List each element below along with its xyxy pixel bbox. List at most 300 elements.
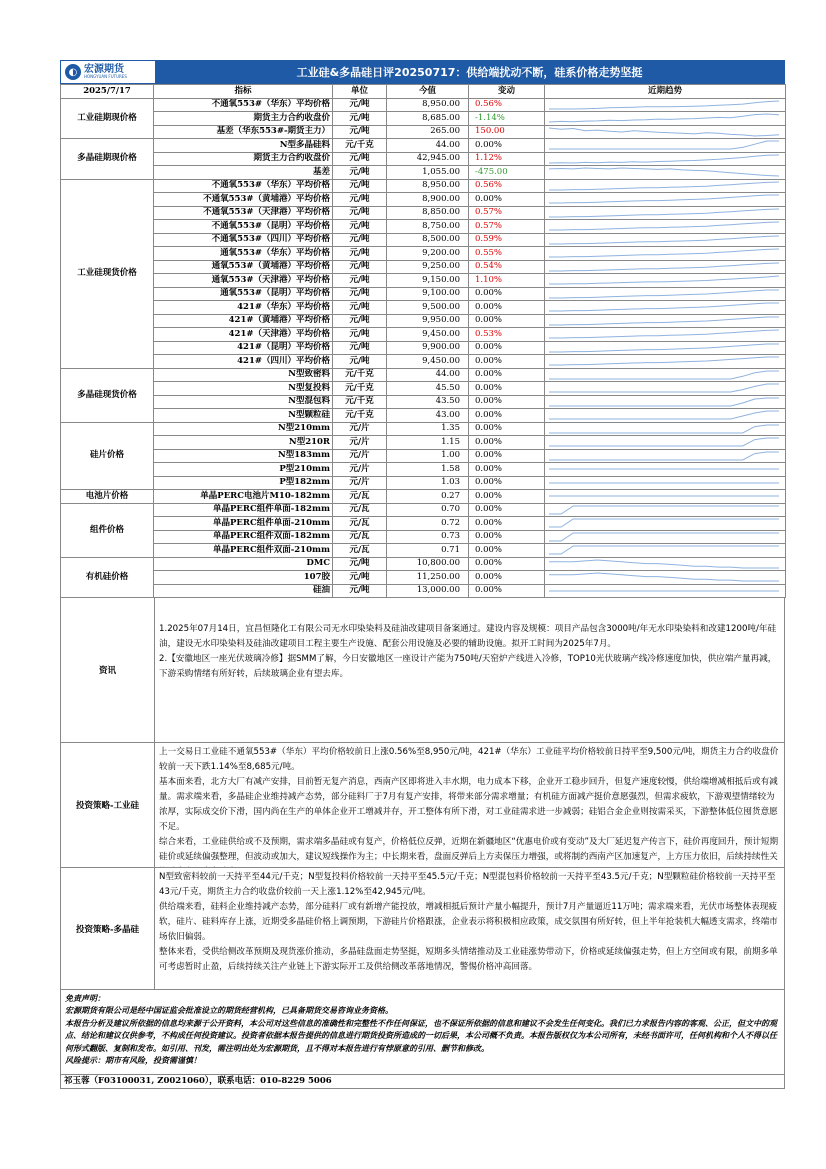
table-header-row — [61, 85, 786, 99]
value-cell: 0.72 — [387, 517, 469, 531]
indicator-cell: 期货主力合约收盘价 — [154, 152, 333, 166]
logo-en-text: HONGYUAN FUTURES — [84, 74, 127, 79]
unit-cell: 元/吨 — [333, 179, 387, 193]
sparkline-line — [549, 371, 779, 379]
sparkline-cell — [545, 125, 786, 139]
indicator-cell: N型210R — [154, 436, 333, 450]
trend-sparkline — [545, 234, 783, 246]
change-cell: 0.00% — [469, 139, 545, 153]
value-cell: 1.03 — [387, 476, 469, 490]
sparkline-cell — [545, 557, 786, 571]
sparkline-cell — [545, 571, 786, 585]
change-cell: 0.00% — [469, 517, 545, 531]
indicator-cell: N型183mm — [154, 449, 333, 463]
indicator-cell: 107胶 — [154, 571, 333, 585]
change-cell: 0.57% — [469, 220, 545, 234]
value-cell: 9,250.00 — [387, 260, 469, 274]
sparkline-cell — [545, 206, 786, 220]
sparkline-cell — [545, 260, 786, 274]
unit-cell: 元/吨 — [333, 206, 387, 220]
sparkline-line — [549, 101, 779, 109]
unit-cell: 元/片 — [333, 463, 387, 477]
indicator-cell: 单晶PERC组件单面-182mm — [154, 503, 333, 517]
value-cell: 8,950.00 — [387, 98, 469, 112]
table-row — [61, 260, 786, 274]
trend-sparkline — [545, 207, 783, 219]
value-cell: 8,685.00 — [387, 112, 469, 126]
trend-sparkline — [545, 328, 783, 340]
indicator-cell: N型混包料 — [154, 395, 333, 409]
logo-mark-icon: ◐ — [65, 64, 81, 80]
indicator-cell: 不通氧553#（四川）平均价格 — [154, 233, 333, 247]
table-body — [61, 98, 786, 598]
trend-sparkline — [545, 382, 783, 394]
table-row — [61, 233, 786, 247]
sparkline-line — [549, 533, 779, 541]
value-cell: 1.58 — [387, 463, 469, 477]
news-label: 资讯 — [61, 598, 155, 742]
indicator-cell: 单晶PERC组件双面-210mm — [154, 544, 333, 558]
trend-sparkline — [545, 450, 783, 462]
sparkline-line — [549, 303, 779, 311]
change-cell: 0.53% — [469, 328, 545, 342]
indicator-cell: N型多晶硅料 — [154, 139, 333, 153]
change-cell: 0.00% — [469, 584, 545, 598]
unit-cell: 元/吨 — [333, 584, 387, 598]
trend-sparkline — [545, 544, 783, 556]
sparkline-line — [549, 249, 779, 257]
change-cell: 1.10% — [469, 274, 545, 288]
value-cell: 13,000.00 — [387, 584, 469, 598]
sparkline-cell — [545, 152, 786, 166]
trend-sparkline — [545, 301, 783, 313]
value-cell: 0.71 — [387, 544, 469, 558]
sparkline-cell — [545, 112, 786, 126]
indicator-cell: P型210mm — [154, 463, 333, 477]
table-row — [61, 179, 786, 193]
sparkline-cell — [545, 166, 786, 180]
table-row — [61, 463, 786, 477]
sparkline-line — [549, 344, 779, 352]
sparkline-cell — [545, 139, 786, 153]
change-cell: 0.55% — [469, 247, 545, 261]
category-cell: 工业硅期现价格 — [61, 98, 154, 139]
price-table — [60, 84, 786, 598]
trend-sparkline — [545, 436, 783, 448]
table-row — [61, 125, 786, 139]
value-cell: 1.35 — [387, 422, 469, 436]
indicator-cell: 基差（华东553#-期货主力） — [154, 125, 333, 139]
table-row — [61, 476, 786, 490]
sparkline-line — [549, 141, 779, 149]
sparkline-cell — [545, 544, 786, 558]
trend-sparkline — [545, 585, 783, 597]
value-cell: 0.27 — [387, 490, 469, 504]
indicator-cell: 通氧553#（华东）平均价格 — [154, 247, 333, 261]
unit-cell: 元/吨 — [333, 341, 387, 355]
sparkline-line — [549, 546, 779, 554]
trend-sparkline — [545, 517, 783, 529]
value-cell: 8,500.00 — [387, 233, 469, 247]
sparkline-line — [549, 438, 779, 446]
sparkline-line — [549, 452, 779, 460]
news-item: 1.2025年07月14日，宜昌恒隆化工有限公司无水印染染料及硅油改建项目备案通过。建设内容及规模：项目产品包含3000吨/年无水印染染料和改建1200吨/年硅油，建设无水印染染料及硅油改建项目工程主要生产设施、配套公用设施及必要的辅助设施。拟开工时间为2025年7月。 — [159, 624, 777, 649]
sparkline-cell — [545, 287, 786, 301]
category-cell: 硅片价格 — [61, 422, 154, 490]
value-cell: 0.73 — [387, 530, 469, 544]
value-cell: 8,750.00 — [387, 220, 469, 234]
sparkline-line — [549, 276, 779, 284]
value-cell: 265.00 — [387, 125, 469, 139]
value-cell: 1,055.00 — [387, 166, 469, 180]
sparkline-line — [549, 222, 779, 230]
unit-cell: 元/千克 — [333, 139, 387, 153]
sparkline-cell — [545, 247, 786, 261]
table-row — [61, 314, 786, 328]
sparkline-line — [549, 155, 779, 163]
sparkline-line — [549, 128, 779, 136]
unit-cell: 元/瓦 — [333, 530, 387, 544]
trend-sparkline — [545, 315, 783, 327]
trend-sparkline — [545, 490, 783, 502]
trend-sparkline — [545, 166, 783, 178]
sparkline-line — [549, 357, 779, 365]
sparkline-line — [549, 425, 779, 433]
unit-cell: 元/千克 — [333, 368, 387, 382]
trend-sparkline — [545, 247, 783, 259]
table-row — [61, 274, 786, 288]
table-row — [61, 98, 786, 112]
change-cell: 150.00 — [469, 125, 545, 139]
strategy-paragraph: 综合来看，工业硅供给或不及预期，需求端多晶硅或有复产，价格低位反弹，近期在新疆地区“优惠电价或有变动”及大厂延迟复产传言下，硅价再度回升，预计短期硅价或延续偏强整理，但波动或加大，建议短线操作为主；中长期来看，盘面反弹后上方卖保压力增强，或将制约西南产区加速复产，上方压力依旧，后续持续性关 — [159, 837, 779, 862]
table-row — [61, 422, 786, 436]
sparkline-line — [549, 506, 779, 514]
change-cell: 0.00% — [469, 530, 545, 544]
value-cell: 9,200.00 — [387, 247, 469, 261]
change-cell: 0.00% — [469, 395, 545, 409]
strategy-poly-section — [60, 868, 785, 990]
trend-header: 近期趋势 — [545, 85, 786, 99]
value-cell: 44.00 — [387, 368, 469, 382]
table-row — [61, 152, 786, 166]
indicator-cell: 不通氧553#（华东）平均价格 — [154, 98, 333, 112]
value-cell: 42,945.00 — [387, 152, 469, 166]
table-row — [61, 368, 786, 382]
trend-sparkline — [545, 180, 783, 192]
indicator-cell: 通氧553#（昆明）平均价格 — [154, 287, 333, 301]
value-cell: 9,450.00 — [387, 355, 469, 369]
trend-sparkline — [545, 139, 783, 151]
indicator-cell: 421#（天津港）平均价格 — [154, 328, 333, 342]
disclaimer-line: 风险提示：期市有风险，投资需谨慎！ — [65, 1055, 201, 1066]
unit-cell: 元/片 — [333, 449, 387, 463]
change-cell: 0.00% — [469, 409, 545, 423]
strategy-poly-label: 投资策略-多晶硅 — [61, 868, 155, 989]
sparkline-line — [549, 573, 779, 581]
sparkline-cell — [545, 395, 786, 409]
unit-cell: 元/吨 — [333, 328, 387, 342]
report-title: 工业硅&多晶硅日评20250717：供给端扰动不断，硅系价格走势坚挺 — [155, 61, 784, 83]
table-row — [61, 166, 786, 180]
indicator-cell: 单晶PERC组件双面-182mm — [154, 530, 333, 544]
trend-sparkline — [545, 99, 783, 111]
trend-sparkline — [545, 396, 783, 408]
trend-sparkline — [545, 504, 783, 516]
category-cell: 多晶硅期现价格 — [61, 139, 154, 180]
indicator-cell: 不通氧553#（黄埔港）平均价格 — [154, 193, 333, 207]
sparkline-cell — [545, 490, 786, 504]
trend-sparkline — [545, 261, 783, 273]
change-cell: 0.57% — [469, 206, 545, 220]
table-row — [61, 112, 786, 126]
unit-cell: 元/吨 — [333, 301, 387, 315]
table-row — [61, 139, 786, 153]
sparkline-line — [549, 114, 779, 122]
strategy-paragraph: 供给端来看，硅料企业维持减产态势，部分硅料厂或有新增产能投放，增减相抵后预计产量小幅提升，预计7月产量逼近11万吨；需求端来看，光伏市场整体表现疲软，硅片、硅料库存上涨，近期受多晶硅价格上调预期，下游硅片价格跟涨，企业表示将积极相应政策，成交氛围有所好转，但上半年抢装机大幅透支需求，终端市场依旧偏弱。 — [159, 902, 778, 942]
trend-sparkline — [545, 355, 783, 367]
change-cell: 0.00% — [469, 571, 545, 585]
change-header: 变动 — [469, 85, 545, 99]
sparkline-cell — [545, 314, 786, 328]
change-cell: 0.56% — [469, 98, 545, 112]
unit-cell: 元/吨 — [333, 233, 387, 247]
category-cell: 工业硅现货价格 — [61, 179, 154, 368]
unit-cell: 元/瓦 — [333, 490, 387, 504]
sparkline-line — [549, 560, 779, 568]
change-cell: 0.56% — [469, 179, 545, 193]
trend-sparkline — [545, 477, 783, 489]
sparkline-line — [549, 168, 779, 176]
unit-cell: 元/吨 — [333, 220, 387, 234]
sparkline-line — [549, 209, 779, 217]
strategy-paragraph: N型致密料较前一天持平至44元/千克；N型复投料价格较前一天持平至45.5元/千克；N型混包料价格较前一天持平至43.5元/千克；N型颗粒硅价格较前一天持平至43元/千克，期货主力合约收盘价较前一天上涨1.12%至42,945元/吨。 — [159, 872, 776, 897]
sparkline-cell — [545, 584, 786, 598]
strategy-paragraph: 基本面来看，北方大厂有减产安排，目前暂无复产消息，西南产区即将进入丰水期，电力成本下移，企业开工稳步回升，但复产速度较慢，供给端增减相抵后或有减量。需求端来看，多晶硅企业维持减产态势，部分硅料厂于7月有复产安排，将带来部分需求增量；有机硅方面减产挺价意愿强烈，但需求疲软，下游观望情绪较为浓厚，实际成交价下滑，国内尚在生产的单体企业开工增减并存，开工整体有所下滑，对工业硅需求进一步减弱；硅铝合金企业则按需采买，下游整体低位囤货意愿不足。 — [159, 777, 778, 832]
table-row — [61, 517, 786, 531]
unit-cell: 元/片 — [333, 422, 387, 436]
value-cell: 1.00 — [387, 449, 469, 463]
trend-sparkline — [545, 193, 783, 205]
trend-sparkline — [545, 220, 783, 232]
unit-cell: 元/千克 — [333, 382, 387, 396]
value-cell: 9,150.00 — [387, 274, 469, 288]
value-cell: 8,900.00 — [387, 193, 469, 207]
disclaimer-title: 免责声明： — [65, 993, 105, 1003]
trend-sparkline — [545, 126, 783, 138]
table-row — [61, 382, 786, 396]
table-row — [61, 220, 786, 234]
logo-cn-text: 宏源期货 — [84, 64, 124, 75]
indicator-cell: N型复投料 — [154, 382, 333, 396]
trend-sparkline — [545, 342, 783, 354]
sparkline-line — [549, 290, 779, 298]
news-section — [60, 598, 785, 743]
indicator-cell: 单晶PERC电池片M10-182mm — [154, 490, 333, 504]
indicator-cell: 421#（黄埔港）平均价格 — [154, 314, 333, 328]
unit-cell: 元/吨 — [333, 193, 387, 207]
unit-cell: 元/吨 — [333, 152, 387, 166]
indicator-cell: N型颗粒硅 — [154, 409, 333, 423]
sparkline-cell — [545, 382, 786, 396]
trend-sparkline — [545, 531, 783, 543]
change-cell: 0.00% — [469, 287, 545, 301]
change-cell: -475.00 — [469, 166, 545, 180]
unit-cell: 元/瓦 — [333, 517, 387, 531]
sparkline-line — [549, 317, 779, 325]
change-cell: 0.00% — [469, 355, 545, 369]
category-cell: 多晶硅现货价格 — [61, 368, 154, 422]
value-cell: 43.00 — [387, 409, 469, 423]
strategy-paragraph: 整体来看，受供给侧改革预期及现货涨价推动，多晶硅盘面走势坚挺，短期多头情绪推动及工业硅涨势带动下，价格或延续偏强走势，但上方空间或有限，前期多单可考虑暂时止盈，后续持续关注产业链上下游实际开工及供给侧改革落地情况，警惕价格冲高回落。 — [159, 947, 778, 972]
indicator-cell: 421#（四川）平均价格 — [154, 355, 333, 369]
sparkline-cell — [545, 233, 786, 247]
unit-cell: 元/吨 — [333, 166, 387, 180]
table-row — [61, 544, 786, 558]
indicator-cell: 不通氧553#（天津港）平均价格 — [154, 206, 333, 220]
table-row — [61, 557, 786, 571]
table-row — [61, 584, 786, 598]
sparkline-cell — [545, 409, 786, 423]
change-cell: -1.14% — [469, 112, 545, 126]
unit-cell: 元/瓦 — [333, 544, 387, 558]
trend-sparkline — [545, 571, 783, 583]
unit-cell: 元/吨 — [333, 98, 387, 112]
table-row — [61, 503, 786, 517]
sparkline-cell — [545, 449, 786, 463]
change-cell: 0.00% — [469, 368, 545, 382]
sparkline-line — [549, 330, 779, 338]
sparkline-line — [549, 182, 779, 190]
sparkline-cell — [545, 179, 786, 193]
change-cell: 0.00% — [469, 476, 545, 490]
unit-cell: 元/片 — [333, 436, 387, 450]
unit-cell: 元/片 — [333, 476, 387, 490]
unit-cell: 元/吨 — [333, 314, 387, 328]
value-cell: 9,500.00 — [387, 301, 469, 315]
value-cell: 43.50 — [387, 395, 469, 409]
value-cell: 9,900.00 — [387, 341, 469, 355]
unit-cell: 元/千克 — [333, 409, 387, 423]
trend-sparkline — [545, 274, 783, 286]
category-cell: 有机硅价格 — [61, 557, 154, 598]
table-row — [61, 328, 786, 342]
change-cell: 0.00% — [469, 314, 545, 328]
unit-cell: 元/千克 — [333, 395, 387, 409]
sparkline-cell — [545, 328, 786, 342]
category-cell: 电池片价格 — [61, 490, 154, 504]
unit-cell: 元/吨 — [333, 112, 387, 126]
change-cell: 0.54% — [469, 260, 545, 274]
indicator-cell: P型182mm — [154, 476, 333, 490]
unit-cell: 元/吨 — [333, 287, 387, 301]
sparkline-cell — [545, 368, 786, 382]
change-cell: 0.59% — [469, 233, 545, 247]
table-row — [61, 206, 786, 220]
sparkline-cell — [545, 98, 786, 112]
indicator-cell: 通氧553#（黄埔港）平均价格 — [154, 260, 333, 274]
table-row — [61, 436, 786, 450]
unit-cell: 元/吨 — [333, 247, 387, 261]
change-cell: 0.00% — [469, 382, 545, 396]
value-cell: 0.70 — [387, 503, 469, 517]
indicator-cell: N型210mm — [154, 422, 333, 436]
indicator-cell: 基差 — [154, 166, 333, 180]
strategy-industrial-body — [155, 743, 784, 867]
sparkline-cell — [545, 476, 786, 490]
change-cell: 0.00% — [469, 490, 545, 504]
value-cell: 8,850.00 — [387, 206, 469, 220]
sparkline-cell — [545, 422, 786, 436]
company-logo — [61, 61, 155, 83]
change-cell: 0.00% — [469, 436, 545, 450]
table-row — [61, 530, 786, 544]
category-cell: 组件价格 — [61, 503, 154, 557]
change-cell: 0.00% — [469, 341, 545, 355]
trend-sparkline — [545, 463, 783, 475]
value-cell: 9,950.00 — [387, 314, 469, 328]
value-cell: 8,950.00 — [387, 179, 469, 193]
change-cell: 0.00% — [469, 301, 545, 315]
disclaimer — [60, 990, 785, 1075]
table-row — [61, 395, 786, 409]
sparkline-cell — [545, 193, 786, 207]
table-row — [61, 301, 786, 315]
change-cell: 0.00% — [469, 449, 545, 463]
change-cell: 0.00% — [469, 557, 545, 571]
change-cell: 0.00% — [469, 422, 545, 436]
sparkline-cell — [545, 436, 786, 450]
value-cell: 11,250.00 — [387, 571, 469, 585]
indicator-cell: 421#（昆明）平均价格 — [154, 341, 333, 355]
indicator-cell: 不通氧553#（华东）平均价格 — [154, 179, 333, 193]
report-header — [60, 60, 785, 84]
unit-cell: 元/吨 — [333, 355, 387, 369]
trend-sparkline — [545, 288, 783, 300]
change-cell: 1.12% — [469, 152, 545, 166]
table-row — [61, 449, 786, 463]
sparkline-line — [549, 195, 779, 203]
value-cell: 9,450.00 — [387, 328, 469, 342]
analyst-footer: 祁玉蓉（F03100031, Z0021060），联系电话：010-8229 5006 — [60, 1075, 785, 1089]
value-cell: 9,100.00 — [387, 287, 469, 301]
indicator-header: 指标 — [154, 85, 333, 99]
disclaimer-line: 宏源期货有限公司是经中国证监会批准设立的期货经营机构，已具备期货交易咨询业务资格。 — [65, 1005, 393, 1016]
strategy-industrial-label: 投资策略-工业硅 — [61, 743, 155, 867]
sparkline-cell — [545, 274, 786, 288]
table-row — [61, 287, 786, 301]
sparkline-line — [549, 398, 779, 406]
change-cell: 0.00% — [469, 544, 545, 558]
table-row — [61, 571, 786, 585]
sparkline-cell — [545, 301, 786, 315]
indicator-cell: DMC — [154, 557, 333, 571]
value-cell: 1.15 — [387, 436, 469, 450]
trend-sparkline — [545, 153, 783, 165]
strategy-industrial-section — [60, 743, 785, 868]
change-cell: 0.00% — [469, 503, 545, 517]
table-row — [61, 341, 786, 355]
date-header: 2025/7/17 — [61, 85, 154, 99]
indicator-cell: N型致密料 — [154, 368, 333, 382]
sparkline-line — [549, 236, 779, 244]
indicator-cell: 421#（华东）平均价格 — [154, 301, 333, 315]
trend-sparkline — [545, 558, 783, 570]
sparkline-line — [549, 384, 779, 392]
trend-sparkline — [545, 409, 783, 421]
trend-sparkline — [545, 112, 783, 124]
sparkline-cell — [545, 503, 786, 517]
unit-cell: 元/吨 — [333, 125, 387, 139]
